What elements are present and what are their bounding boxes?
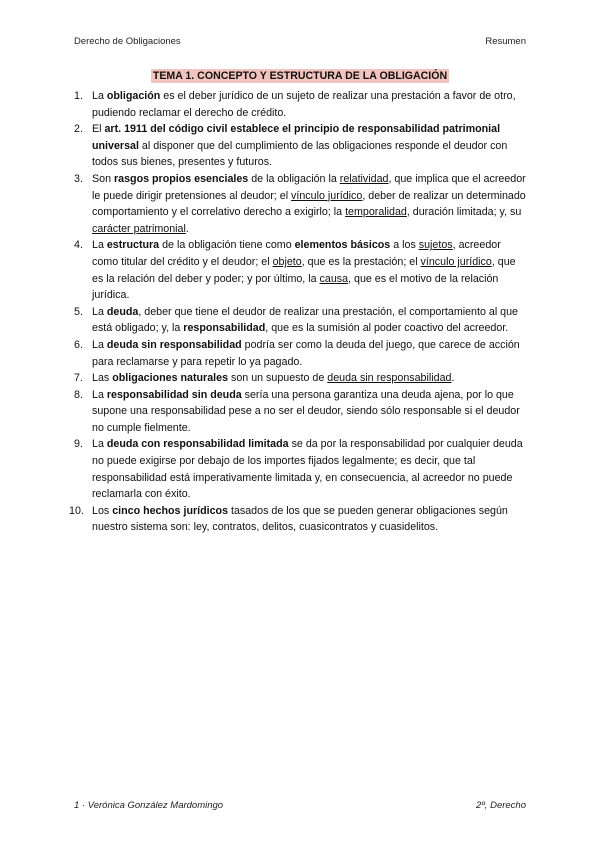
item-number: 5. (74, 305, 83, 318)
item-text: , que implica que el acreedor le puede dirigir pretensiones al deudor; el (92, 172, 526, 202)
item-text: Los (92, 504, 113, 517)
document-title (0, 70, 600, 82)
item-text: a los (390, 239, 419, 252)
item-text: , que es la prestación; el (301, 255, 421, 268)
item-text: Las (92, 372, 113, 385)
item-text: , que es la relación del deber y poder; y por último, la (92, 255, 516, 285)
item-number: 2. (74, 123, 83, 136)
underlined-term: carácter patrimonial (92, 222, 186, 235)
item-text: Son (92, 172, 114, 185)
bold-term: responsabilidad sin deuda (106, 388, 242, 401)
underlined-term: relatividad (339, 172, 389, 185)
item-text: es el deber jurídico de un sujeto de realizar una prestación a favor de otro, pudiendo reclamar el derecho de crédito. (92, 90, 516, 119)
underlined-term: objeto (272, 255, 302, 268)
page-header-left: Derecho de Obligaciones (74, 36, 181, 47)
list-item (74, 171, 526, 237)
item-text: son un supuesto de (228, 372, 328, 385)
item-text: , que es la sumisión al poder coactivo del acreedor. (265, 322, 509, 335)
underlined-term: deuda sin responsabilidad (327, 372, 452, 385)
item-text: La (92, 388, 107, 401)
item-number: 7. (74, 372, 83, 385)
underlined-term: temporalidad (345, 206, 407, 219)
list-item (69, 503, 526, 536)
numbered-list (69, 88, 526, 536)
item-text: , deber de realizar un determinado comportamiento y el correlativo derecho a exigirlo; la (92, 189, 526, 219)
item-number: 8. (74, 388, 83, 401)
item-number: 1. (74, 90, 83, 102)
item-text: El (92, 123, 105, 136)
item-text: , acreedor como titular del crédito y el deudor; el (92, 239, 501, 268)
list-item (74, 304, 526, 337)
bold-term: obligación (106, 90, 161, 102)
underlined-term: sujetos (418, 239, 453, 252)
item-text: de la obligación la (248, 172, 340, 185)
bold-term: responsabilidad (183, 322, 266, 335)
item-text: La (92, 90, 107, 102)
item-number: 6. (74, 338, 83, 351)
page-footer-left: 1 · Verónica González Mardomingo (74, 800, 224, 811)
item-text: podría ser como la deuda del juego, que carece de acción para reclamarse y para repetir lo ya pagado. (92, 338, 520, 368)
item-text: La (92, 438, 107, 451)
item-number: 3. (74, 172, 83, 185)
page-header-right: Resumen (485, 36, 526, 47)
bold-term: rasgos propios esenciales (114, 172, 249, 185)
item-text: tasados de los que se pueden generar obligaciones según nuestro sistema son: ley, contratos, delitos, cuasicontratos y cuasidelitos. (92, 504, 508, 534)
item-text: , duración limitada; y, su (406, 206, 522, 219)
bold-term: art. 1911 del código civil establece el principio de responsabilidad patrimonial universal (92, 123, 501, 152)
underlined-term: vínculo jurídico (291, 189, 363, 202)
item-text: se da por la responsabilidad por cualquier deuda no puede exigirse por debajo de los importes fijados legalmente; es decir, que tal responsabilidad está imperativamente limitada y, en consecuencia, al acreedor no puede reclamarla con éxito. (92, 438, 523, 501)
page-footer-right: 2º, Derecho (476, 800, 526, 811)
list-item (74, 370, 526, 387)
list-item (74, 387, 526, 437)
item-text: al disponer que del cumplimiento de las obligaciones responde el deudor con todos sus bienes, presentes y futuros. (92, 139, 508, 169)
item-text: sería una persona garantiza una deuda ajena, por lo que supone una responsabilidad pese a no ser el deudor, siendo sólo responsable si el deudor no cumple fielmente. (92, 388, 520, 434)
item-text: , deber que tiene el deudor de realizar una prestación, el comportamiento al que está obligado; y, la (92, 305, 518, 335)
list-item (74, 436, 526, 502)
bold-term: obligaciones naturales (112, 372, 229, 385)
item-number: 9. (74, 438, 83, 451)
item-text: de la obligación tiene como (159, 239, 295, 252)
bold-term: deuda (106, 305, 139, 318)
title-text: TEMA 1. CONCEPTO Y ESTRUCTURA DE LA OBLIGACIÓN (152, 70, 448, 82)
bold-term: cinco hechos jurídicos (112, 504, 229, 517)
underlined-term: vínculo jurídico (420, 255, 492, 268)
bold-term: deuda sin responsabilidad (106, 338, 242, 351)
bold-term: estructura (106, 239, 160, 252)
item-text: , que es el motivo de la relación jurídica. (92, 272, 499, 302)
bold-term: elementos básicos (294, 239, 391, 252)
item-text: La (92, 239, 107, 252)
underlined-term: causa (319, 272, 349, 285)
list-item (74, 237, 526, 303)
item-number: 4. (74, 239, 83, 252)
list-item (74, 337, 526, 370)
item-text: La (92, 338, 107, 351)
item-number: 10. (69, 504, 84, 517)
bold-term: deuda con responsabilidad limitada (106, 438, 289, 451)
item-text: La (92, 305, 107, 318)
item-text: . (451, 372, 455, 385)
list-item (74, 88, 526, 121)
list-item (74, 121, 526, 171)
item-text: . (185, 222, 189, 235)
